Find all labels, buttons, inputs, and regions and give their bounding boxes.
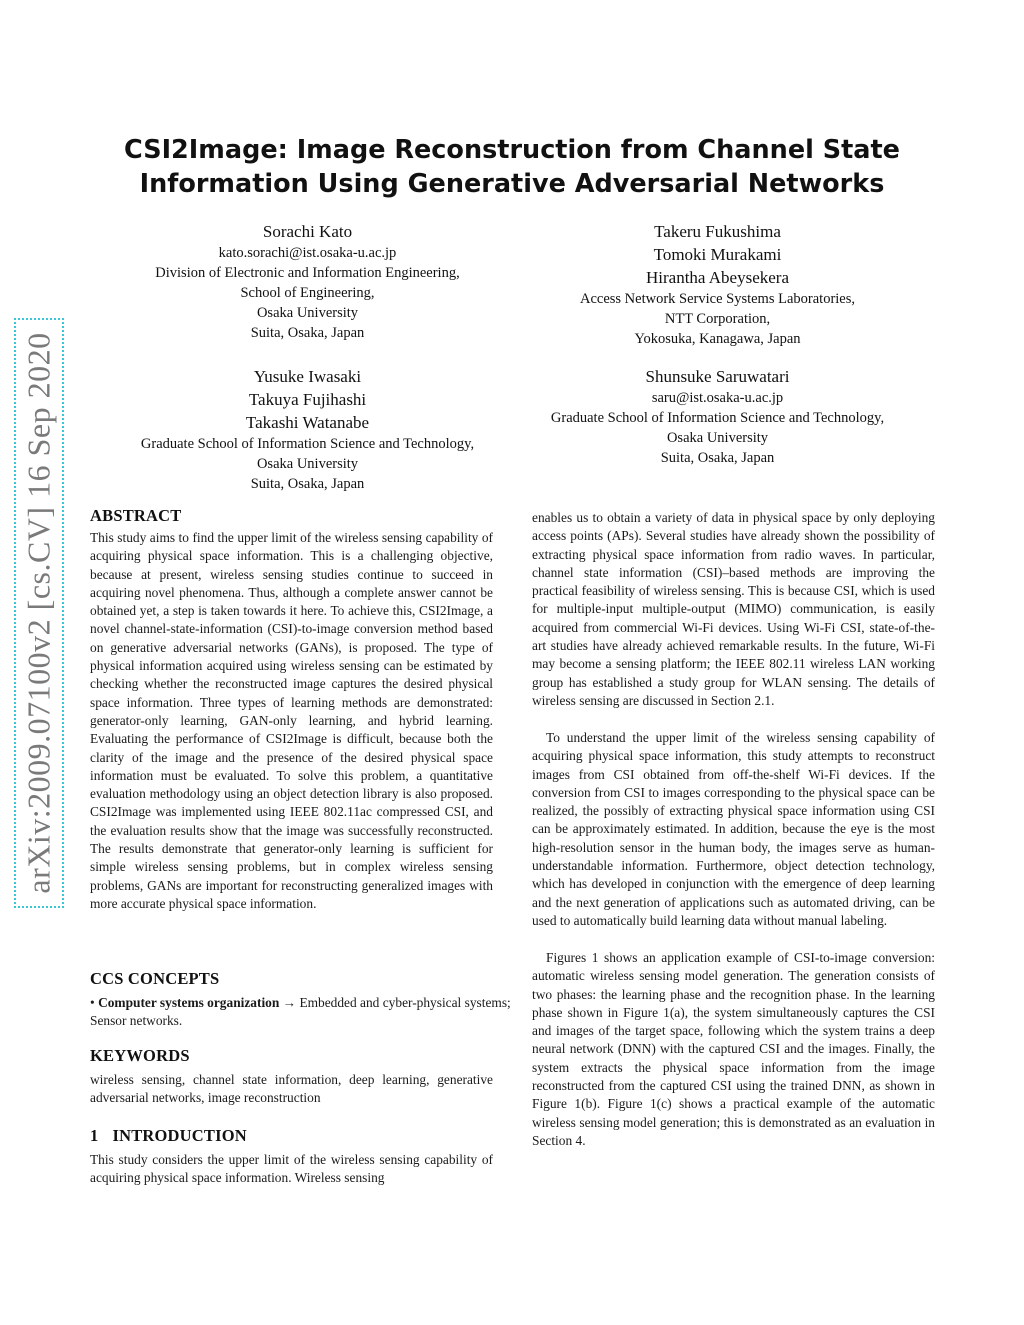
- author-name: Yusuke Iwasaki: [253, 367, 362, 386]
- author-affiliation: Suita, Osaka, Japan: [250, 325, 365, 341]
- intro-paragraph-3: Figures 1 shows an application example of CSI-to-image conversion: automatic wireless sensing model generation. The generation consists of two phases: the learning phase and the recognition phase. In the learning phase shown in Figure 1(a), the system simultaneously captures the CSI and images of the target space, following which the system trains a deep neural network (DNN) with the captured CSI and the images. Finally, the system extracts the physical space information from the image reconstructed from the captured CSI using the trained DNN, as shown in Figure 1(b). Figure 1(c) shows a practical example of the automatic wireless sensing model generation; this is demonstrated as an evaluation in Section 4.: [532, 950, 935, 1148]
- arrow-right-icon: →: [282, 995, 297, 1010]
- keywords-heading: KEYWORDS: [90, 1046, 190, 1065]
- author-email: saru@ist.osaka-u.ac.jp: [651, 390, 784, 406]
- ccs-concepts: [90, 994, 520, 1031]
- author-name: Takuya Fujihashi: [248, 390, 367, 409]
- author-affiliation: Osaka University: [256, 305, 359, 321]
- author-name: Tomoki Murakami: [653, 245, 782, 264]
- author-affiliation: Graduate School of Information Science and Technology,: [550, 410, 885, 426]
- author-name: Hirantha Abeysekera: [645, 268, 790, 287]
- author-email: kato.sorachi@ist.osaka-u.ac.jp: [218, 245, 397, 261]
- author-name: Shunsuke Saruwatari: [645, 367, 790, 386]
- section-number: 1: [90, 1126, 99, 1145]
- title-line-2: Information Using Generative Adversarial Networks: [139, 169, 885, 199]
- author-name: Takeru Fukushima: [654, 222, 781, 241]
- author-affiliation: Division of Electronic and Information Engineering,: [155, 265, 460, 281]
- ccs-bullet: •: [90, 995, 95, 1010]
- intro-paragraph-1: This study considers the upper limit of the wireless sensing capability of acquiring physical space information. Wireless sensing: [90, 1152, 493, 1186]
- paper-title: [100, 133, 924, 201]
- author-affiliation: Graduate School of Information Science and Technology,: [140, 436, 475, 452]
- ccs-subcategory: Embedded and cyber-physical systems; Sensor networks.: [90, 995, 511, 1029]
- author-affiliation: School of Engineering,: [240, 285, 375, 301]
- author-block-ntt: [510, 220, 925, 349]
- author-affiliation: Yokosuka, Kanagawa, Japan: [634, 331, 801, 347]
- ccs-heading: CCS CONCEPTS: [90, 969, 220, 988]
- author-block-kato: [95, 220, 520, 343]
- keywords-text: wireless sensing, channel state information, deep learning, generative adversarial networks, image reconstruction: [90, 1072, 493, 1106]
- abstract-text: This study aims to find the upper limit of the wireless sensing capability of acquiring physical space information. This is a challenging objective, because at present, wireless sensing studies continue to succeed in acquiring novel phenomena. Thus, although a complete answer cannot be obtained yet, a step is taken towards it here. To achieve this, CSI2Image, a novel channel-state-information (CSI)-to-image conversion method based on generative adversarial networks (GANs), is proposed. The type of physical information acquired using wireless sensing can be estimated by checking whether the reconstructed image captures the desired physical space information. Three types of learning methods are demonstrated: generator-only learning, GAN-only learning, and hybrid learning. Evaluating the performance of CSI2Image is difficult, because both the clarity of the image and the presence of the desired physical space information must be evaluated. To solve this problem, a quantitative evaluation methodology using an object detection library is also proposed. CSI2Image was implemented using IEEE 802.11ac compressed CSI, and the evaluation results show that the image was successfully reconstructed. The results demonstrate that generator-only learning is sufficient for simple wireless sensing problems, but in complex wireless sensing problems, GANs are important for reconstructing generalized images with more accurate physical space information.: [90, 530, 493, 911]
- author-affiliation: Suita, Osaka, Japan: [250, 476, 365, 492]
- section-title: INTRODUCTION: [112, 1126, 247, 1145]
- author-affiliation: NTT Corporation,: [664, 311, 771, 327]
- author-block-iwasaki: [95, 365, 520, 494]
- author-name: Sorachi Kato: [262, 222, 353, 241]
- intro-paragraph-2: To understand the upper limit of the wireless sensing capability of acquiring physical space information, this study attempts to reconstruct images from CSI obtained from off-the-shelf Wi-Fi devices. If the conversion from CSI to images corresponding to the physical space can be realized, the possibly of extracting physical space information using CSI can be approximately estimated. In addition, because the eye is the most high-resolution sensor in the human body, the images serve as human-understandable information. Furthermore, object detection technology, which has developed in conjunction with the emergence of deep learning and the next generation of applications such as automated driving, can be used to automatically build learning data without manual labeling.: [532, 730, 935, 928]
- arxiv-stamp: [14, 318, 64, 908]
- abstract-heading: ABSTRACT: [90, 506, 182, 525]
- author-affiliation: Suita, Osaka, Japan: [660, 450, 775, 466]
- author-name: Takashi Watanabe: [245, 413, 370, 432]
- arxiv-identifier: arXiv:2009.07100v2 [cs.CV] 16 Sep 2020: [20, 332, 57, 894]
- author-block-saruwatari: [510, 365, 925, 468]
- title-line-1: CSI2Image: Image Reconstruction from Channel State: [124, 135, 900, 165]
- author-affiliation: Osaka University: [256, 456, 359, 472]
- author-affiliation: Osaka University: [666, 430, 769, 446]
- author-affiliation: Access Network Service Systems Laboratories,: [579, 291, 856, 307]
- intro-paragraph-1-continued: enables us to obtain a variety of data in physical space by only deploying access points (APs). Several studies have already shown the possibility of extracting physical space information from radio waves. In particular, channel state information (CSI)–based methods are improving the practical feasibility of wireless sensing. This is because CSI, which is used for multiple-input multiple-output (MIMO) communication, is easily acquired from commercial Wi-Fi devices. Using Wi-Fi CSI, state-of-the-art studies have already achieved remarkable results. In the future, Wi-Fi may become a sensing platform; the IEEE 802.11 wireless LAN working group has established a study group for WLAN sensing. The details of wireless sensing are discussed in Section 2.1.: [532, 510, 935, 708]
- ccs-category: Computer systems organization: [98, 995, 280, 1010]
- introduction-heading: [90, 1126, 247, 1146]
